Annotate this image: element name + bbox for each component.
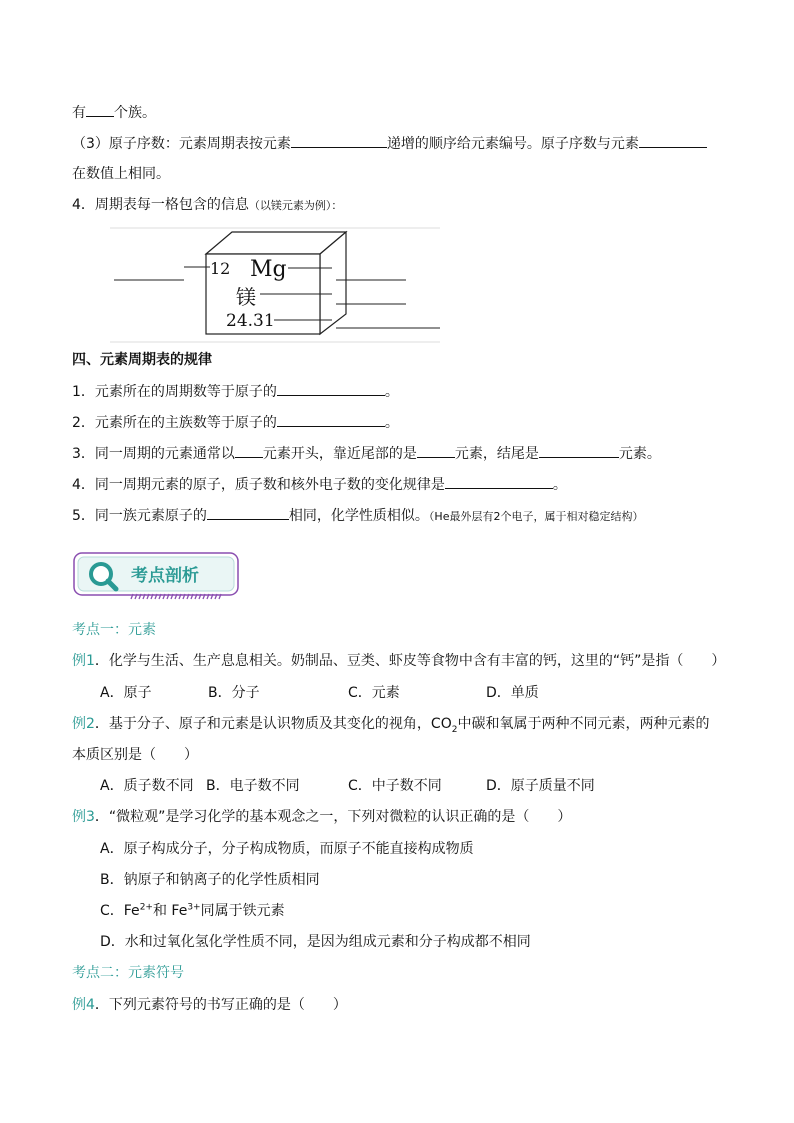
- option: C．元素: [348, 685, 400, 701]
- option: A．原子: [100, 685, 152, 701]
- question-stem: 例1．化学与生活、生产息息相关。奶制品、豆类、虾皮等食物中含有丰富的钙，这里的“钙”是指（ ）: [72, 653, 726, 669]
- blank: [235, 443, 263, 458]
- topic-heading: 考点二：元素符号: [72, 965, 184, 981]
- blank: [539, 443, 619, 458]
- blank: [207, 505, 289, 520]
- badge-title: 考点剖析: [131, 566, 199, 586]
- atomic-number: 12: [210, 259, 231, 278]
- text-line: 4．同一周期元素的原子，质子数和核外电子数的变化规律是 。: [72, 474, 567, 495]
- blank: [86, 102, 114, 117]
- section-badge: [73, 550, 241, 602]
- text-line: （3）原子序数：元素周期表按元素 递增的顺序给元素编号。原子序数与元素: [72, 133, 707, 154]
- question-stem: 例2．基于分子、原子和元素是认识物质及其变化的视角，$CO_2$中碳和氧属于两种不同元素，两种元素的: [72, 716, 710, 735]
- question-stem: 例3．“微粒观”是学习化学的基本观念之一，下列对微粒的认识正确的是（ ）: [72, 809, 572, 825]
- option: D．单质: [486, 685, 539, 701]
- element-cell-diagram: [110, 224, 442, 344]
- text-line: 1．元素所在的周期数等于原子的 。: [72, 381, 399, 402]
- text-line: 在数值上相同。: [72, 166, 170, 182]
- blank: [291, 133, 387, 148]
- element-symbol: Mg: [250, 257, 287, 282]
- blank: [277, 381, 385, 396]
- example-label: 例3: [72, 809, 95, 825]
- topic-heading: 考点一：元素: [72, 622, 156, 638]
- question-stem-cont: 本质区别是（ ）: [72, 747, 198, 763]
- blank: [639, 133, 707, 148]
- option: B．分子: [208, 685, 260, 701]
- blank: [417, 443, 455, 458]
- blank: [277, 412, 385, 427]
- section-heading: 四、元素周期表的规律: [72, 352, 212, 368]
- option: C．中子数不同: [348, 778, 442, 794]
- option: D．原子质量不同: [486, 778, 595, 794]
- option: C．$Fe^{2+}$和 $Fe^{3+}$同属于铁元素: [100, 902, 285, 919]
- text-line: 5．同一族元素原子的 相同，化学性质相似。（He最外层有2个电子，属于相对稳定结构）: [72, 505, 643, 527]
- text-line: 2．元素所在的主族数等于原子的 。: [72, 412, 399, 433]
- atomic-mass: 24.31: [226, 311, 275, 331]
- option: A．质子数不同: [100, 778, 194, 794]
- question-stem: 例4．下列元素符号的书写正确的是（ ）: [72, 997, 347, 1013]
- example-label: 例1: [72, 653, 95, 669]
- text-line: 有 个族。: [72, 102, 156, 123]
- blank: [445, 474, 553, 489]
- text-line: 3．同一周期的元素通常以 元素开头，靠近尾部的是 元素，结尾是 元素。: [72, 443, 661, 464]
- option: A．原子构成分子，分子构成物质，而原子不能直接构成物质: [100, 841, 474, 857]
- option: D．水和过氧化氢化学性质不同，是因为组成元素和分子构成都不相同: [100, 934, 531, 950]
- option: B．钠原子和钠离子的化学性质相同: [100, 872, 320, 888]
- example-label: 例4: [72, 997, 95, 1013]
- example-label: 例2: [72, 716, 95, 732]
- option: B．电子数不同: [206, 778, 300, 794]
- text-line: 4．周期表每一格包含的信息（以镁元素为例）：: [72, 197, 343, 213]
- element-name: 镁: [236, 285, 256, 309]
